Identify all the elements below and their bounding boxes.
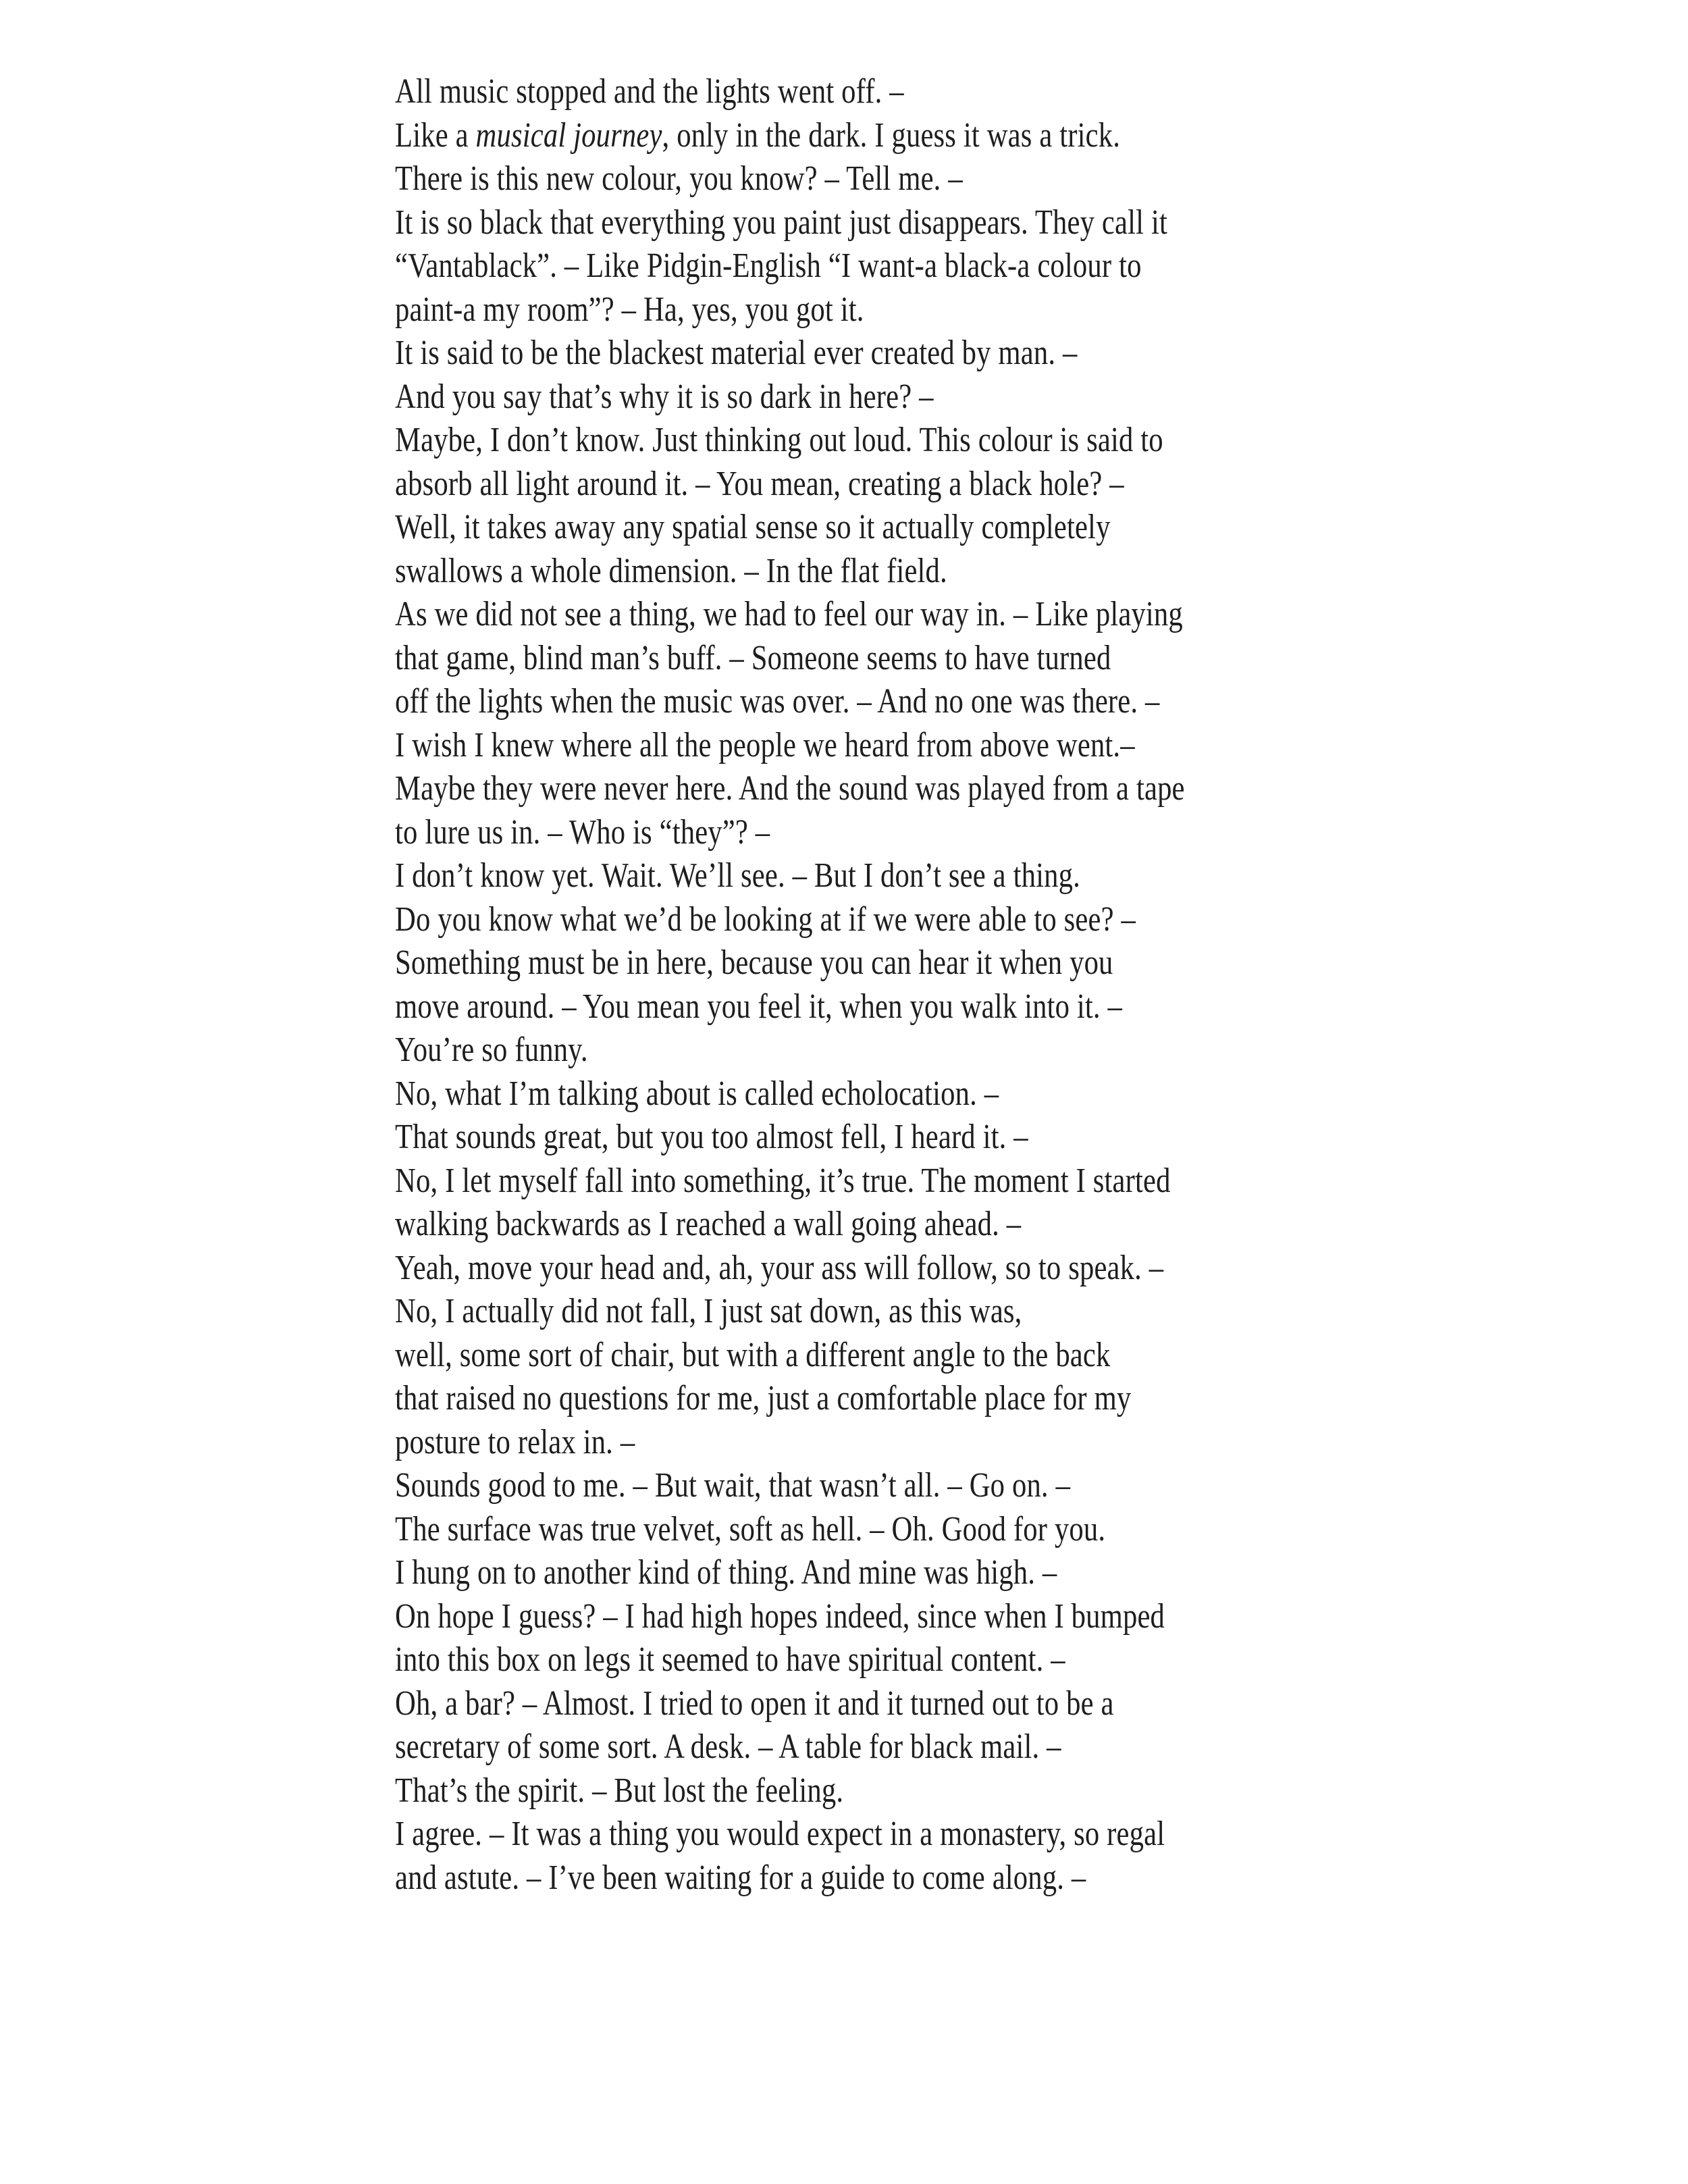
text-segment: It is said to be the blackest material ever created by man. –: [395, 334, 1078, 372]
text-segment: move around. – You mean you feel it, when you walk into it. –: [395, 987, 1123, 1026]
text-line: [395, 1638, 1336, 1682]
text-segment: You’re so funny.: [395, 1031, 588, 1069]
text-segment: There is this new colour, you know? – Tell me. –: [395, 159, 963, 198]
text-segment: That’s the spirit. – But lost the feeling.: [395, 1771, 844, 1810]
text-segment: No, I let myself fall into something, it’s true. The moment I started: [395, 1161, 1171, 1200]
text-segment: Sounds good to me. – But wait, that wasn’t all. – Go on. –: [395, 1466, 1071, 1505]
text-line: [395, 1595, 1336, 1639]
text-segment: swallows a whole dimension. – In the flat field.: [395, 551, 947, 590]
text-segment: Maybe, I don’t know. Just thinking out loud. This colour is said to: [395, 421, 1163, 459]
text-line: [395, 637, 1336, 681]
text-segment: Maybe they were never here. And the sound was played from a tape: [395, 769, 1185, 808]
text-segment: It is so black that everything you paint just disappears. They call it: [395, 203, 1167, 242]
text-line: [395, 288, 1336, 332]
text-line: [395, 506, 1336, 550]
text-line: [395, 985, 1336, 1029]
text-segment: No, what I’m talking about is called echolocation. –: [395, 1074, 999, 1113]
text-line: [395, 550, 1336, 594]
text-segment: “Vantablack”. – Like Pidgin-English “I want-a black-a colour to: [395, 246, 1142, 285]
text-line: [395, 1856, 1336, 1900]
text-segment: I hung on to another kind of thing. And mine was high. –: [395, 1553, 1057, 1592]
text-segment: No, I actually did not fall, I just sat down, as this was,: [395, 1292, 1022, 1330]
text-line: [395, 1813, 1336, 1856]
text-segment: secretary of some sort. A desk. – A table for black mail. –: [395, 1727, 1061, 1766]
text-segment: , only in the dark. I guess it was a trick.: [662, 115, 1121, 155]
text-segment: I agree. – It was a thing you would expect in a monastery, so regal: [395, 1815, 1165, 1853]
text-segment: absorb all light around it. – You mean, creating a black hole? –: [395, 464, 1124, 503]
text-line: [395, 767, 1336, 811]
text-line: [395, 1160, 1336, 1203]
text-line: [395, 1072, 1336, 1116]
text-segment: Like a: [395, 115, 476, 155]
text-line: [395, 419, 1336, 463]
text-segment: Do you know what we’d be looking at if we were able to see? –: [395, 900, 1136, 939]
text-line: [395, 811, 1336, 855]
text-line: [395, 941, 1336, 985]
text-line: [395, 854, 1336, 898]
text-segment: that raised no questions for me, just a comfortable place for my: [395, 1379, 1132, 1418]
text-line: [395, 70, 1336, 114]
text-segment: I wish I knew where all the people we heard from above went.–: [395, 725, 1135, 764]
text-line: [395, 1290, 1336, 1334]
text-segment: that game, blind man’s buff. – Someone seems to have turned: [395, 638, 1111, 677]
dialogue-text-block: [395, 70, 1336, 1900]
text-line: [395, 332, 1336, 375]
text-segment: All music stopped and the lights went off. –: [395, 72, 904, 111]
text-segment: Oh, a bar? – Almost. I tried to open it and it turned out to be a: [395, 1684, 1114, 1723]
text-line: [395, 724, 1336, 768]
text-segment: As we did not see a thing, we had to feel our way in. – Like playing: [395, 595, 1183, 633]
text-line: [395, 1769, 1336, 1813]
text-line: [395, 157, 1336, 201]
text-segment: off the lights when the music was over. – And no one was there. –: [395, 682, 1160, 721]
text-line: [395, 1247, 1336, 1291]
text-line: [395, 1551, 1336, 1595]
text-segment: to lure us in. – Who is “they”? –: [395, 812, 770, 852]
text-line: [395, 593, 1336, 637]
text-line: [395, 1029, 1336, 1072]
text-line: [395, 1508, 1336, 1552]
text-line: [395, 244, 1336, 288]
text-line: [395, 1725, 1336, 1769]
text-segment: and astute. – I’ve been waiting for a guide to come along. –: [395, 1858, 1086, 1897]
text-segment: paint-a my room”? – Ha, yes, you got it.: [395, 290, 864, 329]
text-line: [395, 114, 1336, 158]
text-line: [395, 463, 1336, 506]
text-line: [395, 1464, 1336, 1508]
italic-text-segment: musical journey: [475, 115, 662, 155]
text-segment: That sounds great, but you too almost fell, I heard it. –: [395, 1118, 1028, 1156]
text-line: [395, 680, 1336, 724]
text-line: [395, 1116, 1336, 1160]
text-segment: well, some sort of chair, but with a different angle to the back: [395, 1335, 1111, 1374]
text-line: [395, 201, 1336, 245]
text-segment: posture to relax in. –: [395, 1422, 635, 1461]
text-segment: And you say that’s why it is so dark in here? –: [395, 377, 934, 416]
text-segment: The surface was true velvet, soft as hell. – Oh. Good for you.: [395, 1509, 1106, 1549]
text-line: [395, 1203, 1336, 1247]
text-segment: On hope I guess? – I had high hopes indeed, since when I bumped: [395, 1596, 1165, 1636]
text-segment: Well, it takes away any spatial sense so it actually completely: [395, 508, 1111, 546]
text-line: [395, 898, 1336, 942]
text-line: [395, 1377, 1336, 1421]
text-segment: into this box on legs it seemed to have spiritual content. –: [395, 1640, 1065, 1679]
text-segment: Something must be in here, because you can hear it when you: [395, 943, 1113, 982]
text-line: [395, 375, 1336, 419]
text-segment: walking backwards as I reached a wall going ahead. –: [395, 1205, 1022, 1243]
text-segment: I don’t know yet. Wait. We’ll see. – But I don’t see a thing.: [395, 856, 1080, 895]
text-line: [395, 1682, 1336, 1726]
text-segment: Yeah, move your head and, ah, your ass will follow, so to speak. –: [395, 1248, 1164, 1287]
text-line: [395, 1421, 1336, 1465]
text-line: [395, 1334, 1336, 1378]
